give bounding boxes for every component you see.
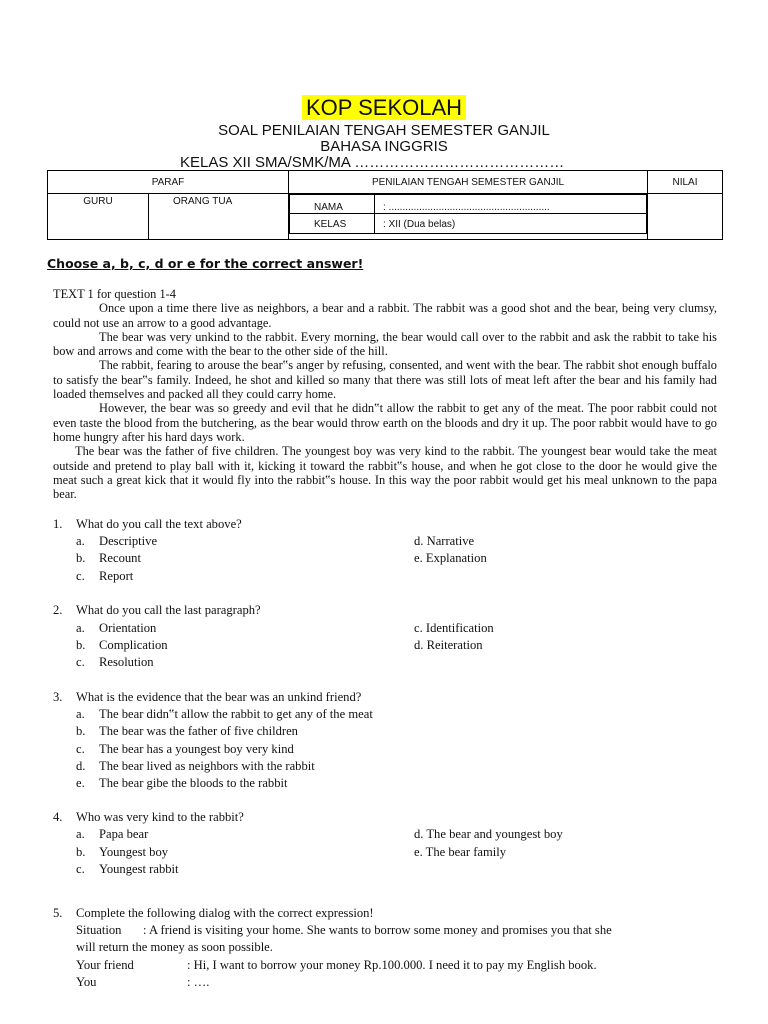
orang-tua-cell — [149, 194, 289, 240]
guru-label: GURU — [83, 196, 113, 207]
paragraph-1: Once upon a time there live as neighbors, a bear and a rabbit. The rabbit was a good shot and the bear, being very clumsy, could not use an arrow to a good advantage. — [53, 301, 717, 330]
kop-sekolah-title: KOP SEKOLAH — [302, 95, 466, 120]
subject-title: BAHASA INGGRIS — [320, 138, 448, 155]
q3-option-a[interactable]: The bear didn‟t allow the rabbit to get any of the meat — [99, 707, 373, 721]
school-letterhead — [0, 94, 768, 122]
q4-option-d[interactable]: d. The bear and youngest boy — [414, 827, 563, 841]
q3-option-d-letter: d. — [76, 759, 86, 773]
situation-label: Situation — [76, 923, 122, 937]
guru-cell — [48, 194, 149, 240]
situation-text: : A friend is visiting your home. She wants to borrow some money and promises you that she — [143, 923, 612, 937]
friend-line: : Hi, I want to borrow your money Rp.100.000. I need it to pay my English book. — [187, 958, 597, 972]
q4-option-b-letter: b. — [76, 845, 86, 859]
nama-field[interactable]: : .......................................................... — [375, 195, 647, 214]
pts-header: PENILAIAN TENGAH SEMESTER GANJIL — [289, 171, 648, 194]
exam-title: SOAL PENILAIAN TENGAH SEMESTER GANJIL — [218, 122, 550, 139]
q2-option-d[interactable]: d. Reiteration — [414, 638, 483, 652]
paraf-header: PARAF — [48, 171, 289, 194]
q1-option-a[interactable]: Descriptive — [99, 534, 158, 548]
paragraph-5: The bear was the father of five children. The youngest boy was very kind to the rabbit. The youngest bear would take the meat outside and pretend to play ball with it, kicking it toward the rabbit‟s house, and when he got close to the door he would give the meat such a great kick that it would fly into the rabbit‟s house. In this way the poor rabbit would get his meal unknown to the papa bear. — [53, 444, 717, 502]
q2-option-b-letter: b. — [76, 638, 86, 652]
q1-option-b[interactable]: Recount — [99, 551, 141, 565]
question-1-number: 1. — [53, 517, 63, 531]
paragraph-2: The bear was very unkind to the rabbit. Every morning, the bear would call over to the rabbit and ask the rabbit to take his bow and arrows and come with the bear to the other side of the hill. — [53, 329, 717, 359]
q2-option-b[interactable]: Complication — [99, 638, 168, 652]
nama-label: NAMA — [290, 195, 375, 214]
q1-option-c[interactable]: Report — [99, 569, 134, 583]
class-line: KELAS XII SMA/SMK/MA …………………………………… — [180, 154, 565, 171]
q4-option-e[interactable]: e. The bear family — [414, 845, 507, 859]
q3-option-e-letter: e. — [76, 776, 85, 790]
q3-option-a-letter: a. — [76, 707, 85, 721]
q2-option-a-letter: a. — [76, 621, 85, 635]
q3-option-e[interactable]: The bear gibe the bloods to the rabbit — [99, 776, 288, 790]
kelas-field: : XII (Dua belas) — [375, 214, 647, 234]
q3-option-d[interactable]: The bear lived as neighbors with the rabbit — [99, 759, 315, 773]
paragraph-3: The rabbit, fearing to arouse the bear‟s anger by refusing, consented, and went with the bear. The rabbit shot enough buffalo to satisfy the bear‟s family. Indeed, he shot and killed so many that there was still lots of meat left after the bear and his family had loaded themselves and packed all they could carry home. — [53, 358, 717, 402]
question-3-text: What is the evidence that the bear was an unkind friend? — [76, 690, 362, 704]
q3-option-c[interactable]: The bear has a youngest boy very kind — [99, 742, 294, 756]
instruction: Choose a, b, c, d or e for the correct answer! — [47, 256, 364, 271]
you-label: You — [76, 975, 97, 989]
situation-continued: will return the money as soon possible. — [76, 940, 273, 954]
question-4-text: Who was very kind to the rabbit? — [76, 810, 244, 824]
q4-option-b[interactable]: Youngest boy — [99, 845, 169, 859]
q4-option-c-letter: c. — [76, 862, 85, 876]
q1-option-e[interactable]: e. Explanation — [414, 551, 487, 565]
q1-option-b-letter: b. — [76, 551, 86, 565]
q4-option-c[interactable]: Youngest rabbit — [99, 862, 179, 876]
q4-option-a[interactable]: Papa bear — [99, 827, 149, 841]
orang-tua-label: ORANG TUA — [173, 196, 233, 207]
kelas-label: KELAS — [290, 214, 375, 234]
q3-option-b[interactable]: The bear was the father of five children — [99, 724, 298, 738]
q2-option-a[interactable]: Orientation — [99, 621, 157, 635]
question-5-text: Complete the following dialog with the correct expression! — [76, 906, 374, 920]
q2-option-c-right[interactable]: c. Identification — [414, 621, 494, 635]
q2-option-c-letter: c. — [76, 655, 85, 669]
q1-option-c-letter: c. — [76, 569, 85, 583]
q3-option-b-letter: b. — [76, 724, 86, 738]
you-line[interactable]: : …. — [187, 975, 210, 989]
question-3-number: 3. — [53, 690, 63, 704]
q4-option-a-letter: a. — [76, 827, 85, 841]
q2-option-c[interactable]: Resolution — [99, 655, 154, 669]
question-1-text: What do you call the text above? — [76, 517, 242, 531]
paragraph-4: However, the bear was so greedy and evil that he didn‟t allow the rabbit to get any of the meat. The poor rabbit could not even taste the blood from the butchering, as the bear would throw earth on the bloods and dry it up. The poor rabbit would have to go home hungry after his hard days work. — [53, 401, 717, 444]
passage-heading: TEXT 1 for question 1-4 — [53, 287, 176, 301]
nilai-header: NILAI — [648, 171, 723, 194]
question-4-number: 4. — [53, 810, 63, 824]
question-2-text: What do you call the last paragraph? — [76, 603, 261, 617]
nilai-cell[interactable] — [648, 194, 723, 240]
q1-option-a-letter: a. — [76, 534, 85, 548]
question-5-number: 5. — [53, 906, 63, 920]
student-fields-cell — [289, 194, 648, 240]
reading-passage — [53, 287, 717, 501]
q3-option-c-letter: c. — [76, 742, 85, 756]
friend-label: Your friend — [76, 958, 134, 972]
q1-option-d[interactable]: d. Narrative — [414, 534, 475, 548]
student-info-table — [47, 170, 723, 240]
question-2-number: 2. — [53, 603, 63, 617]
